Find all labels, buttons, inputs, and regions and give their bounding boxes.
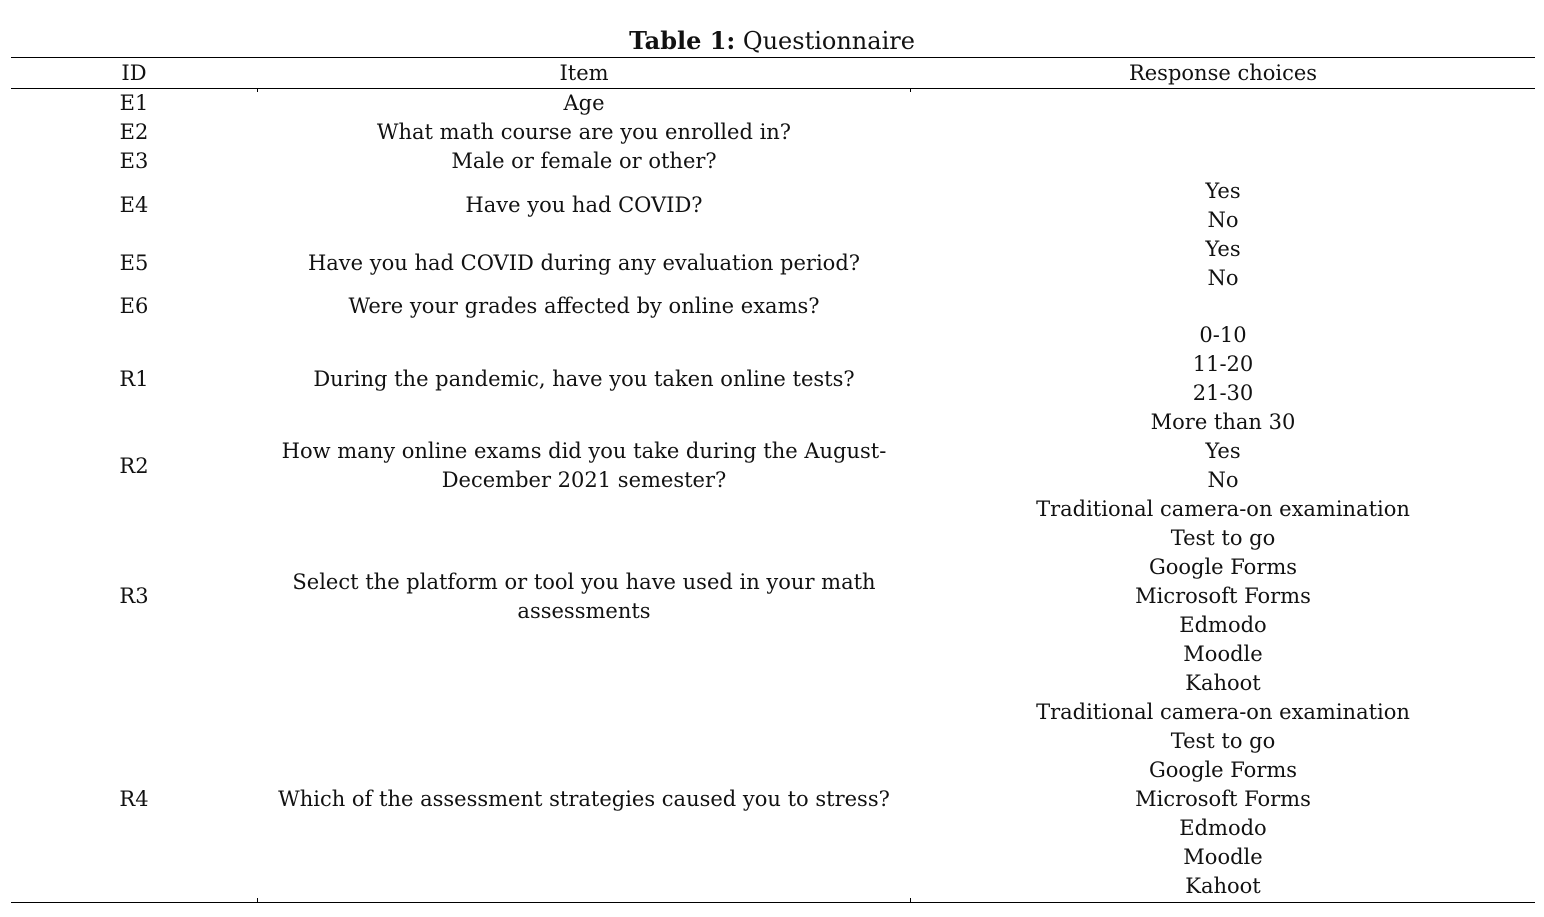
column-header-response-choices: Response choices: [1128, 61, 1318, 85]
response-choices: [911, 495, 1535, 698]
response-choice: Yes: [1205, 179, 1241, 203]
response-choice: Test to go: [1170, 526, 1276, 550]
row-item: Which of the assessment strategies caused you to stress?: [278, 787, 890, 811]
response-choice: No: [1207, 208, 1239, 232]
row-item-line: How many online exams did you take during the August-: [281, 439, 887, 463]
response-choice: Edmodo: [1179, 816, 1267, 840]
response-choices: [911, 321, 1535, 437]
row-id: R4: [119, 787, 149, 811]
response-choice: Test to go: [1170, 729, 1276, 753]
response-choice: Moodle: [1183, 642, 1263, 666]
row-id: E3: [119, 149, 149, 173]
response-choice: Moodle: [1183, 845, 1263, 869]
row-id: E1: [119, 91, 149, 115]
response-choice: 0-10: [1199, 323, 1247, 347]
response-choice: Edmodo: [1179, 613, 1267, 637]
caption-text: Questionnaire: [742, 27, 915, 55]
bottom-rule: [11, 902, 1535, 903]
column-header-id: ID: [121, 61, 147, 85]
row-item: Have you had COVID during any evaluation period?: [307, 251, 861, 275]
response-choice: Kahoot: [1185, 874, 1261, 898]
response-choices: [911, 437, 1535, 495]
row-id: R2: [119, 454, 149, 478]
row-id: E4: [119, 193, 149, 217]
column-header-item: Item: [559, 61, 609, 85]
top-rule: [11, 57, 1535, 58]
response-choices: [911, 698, 1535, 901]
response-choice: Kahoot: [1185, 671, 1261, 695]
row-item: Male or female or other?: [451, 149, 717, 173]
response-choice: No: [1207, 468, 1239, 492]
response-choice: 21-30: [1192, 381, 1254, 405]
response-choice: Yes: [1205, 439, 1241, 463]
response-choices: [911, 177, 1535, 235]
response-choice: Yes: [1205, 237, 1241, 261]
row-item: [258, 437, 910, 495]
response-choice: 11-20: [1192, 352, 1254, 376]
row-item-line: Select the platform or tool you have used in your math: [292, 570, 876, 594]
row-item: During the pandemic, have you taken online tests?: [313, 367, 855, 391]
column-tick: [910, 88, 911, 92]
row-item: What math course are you enrolled in?: [376, 120, 792, 144]
response-choice: Microsoft Forms: [1135, 787, 1311, 811]
response-choice: More than 30: [1150, 410, 1296, 434]
table-caption: [0, 26, 1544, 56]
row-id: E6: [119, 294, 149, 318]
response-choice: Google Forms: [1148, 758, 1298, 782]
caption-label: Table 1:: [629, 26, 736, 55]
response-choice: No: [1207, 266, 1239, 290]
response-choices: [911, 235, 1535, 293]
row-id: E5: [119, 251, 149, 275]
response-choice: Traditional camera-on examination: [1036, 497, 1410, 521]
response-choice: Traditional camera-on examination: [1036, 700, 1410, 724]
row-item: [258, 568, 910, 626]
row-id: E2: [119, 120, 149, 144]
response-choice: Microsoft Forms: [1135, 584, 1311, 608]
row-id: R1: [119, 367, 149, 391]
row-item-line: December 2021 semester?: [441, 468, 727, 492]
column-tick: [257, 898, 258, 902]
response-choice: Google Forms: [1148, 555, 1298, 579]
row-item: Were your grades affected by online exams?: [348, 294, 820, 318]
row-item-line: assessments: [517, 599, 651, 623]
row-id: R3: [119, 584, 149, 608]
row-item: Have you had COVID?: [465, 193, 703, 217]
row-item: Age: [563, 91, 605, 115]
